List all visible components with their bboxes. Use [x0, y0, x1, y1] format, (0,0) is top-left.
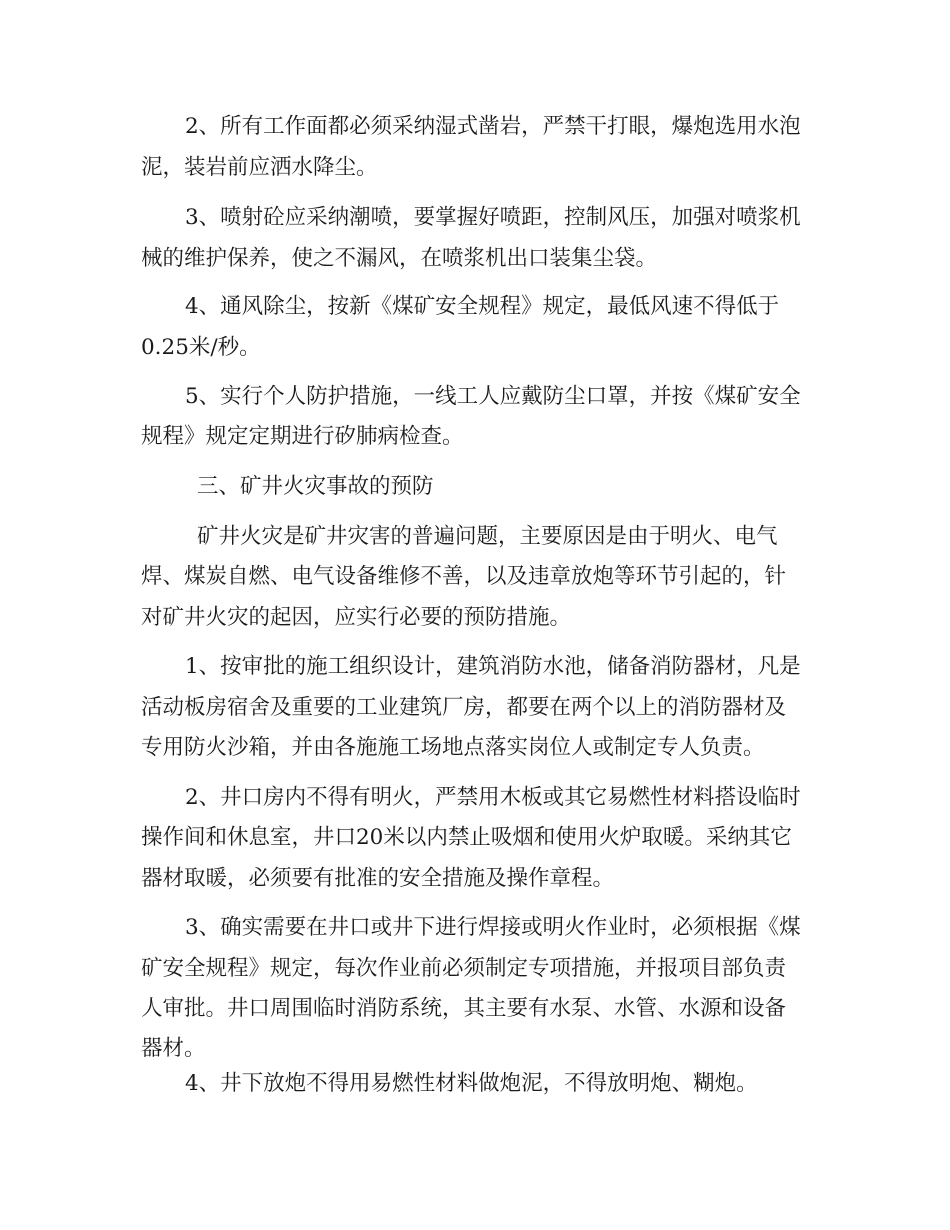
- paragraph-line: 0.25米/秒。: [141, 335, 261, 360]
- paragraph-line: 3、确实需要在井口或井下进行焊接或明火作业时，必须根据《煤: [185, 915, 801, 940]
- paragraph-line: 1、按审批的施工组织设计，建筑消防水池，储备消防器材，凡是: [185, 654, 801, 679]
- paragraph-line: 活动板房宿舍及重要的工业建筑厂房，都要在两个以上的消防器材及: [141, 695, 787, 720]
- paragraph-line: 4、井下放炮不得用易燃性材料做炮泥，不得放明炮、糊炮。: [185, 1071, 758, 1096]
- paragraph-line: 对矿井火灾的起因，应实行必要的预防措施。: [141, 605, 572, 630]
- paragraph-line: 5、实行个人防护措施，一线工人应戴防尘口罩，并按《煤矿安全: [185, 384, 801, 409]
- paragraph-line: 矿井火灾是矿井灾害的普遍问题，主要原因是由于明火、电气: [197, 524, 778, 549]
- paragraph-line: 焊、煤炭自燃、电气设备维修不善，以及违章放炮等环节引起的，针: [141, 564, 787, 589]
- paragraph-line: 操作间和休息室，井口20米以内禁止吸烟和使用火炉取暖。采纳其它: [141, 825, 792, 850]
- paragraph-line: 3、喷射砼应采纳潮喷，要掌握好喷距，控制风压，加强对喷浆机: [185, 205, 801, 230]
- paragraph-line: 矿安全规程》规定，每次作业前必须制定专项措施，并报项目部负责: [141, 956, 787, 981]
- paragraph-line: 器材取暖，必须要有批准的安全措施及操作章程。: [141, 866, 615, 891]
- section-heading: 三、矿井火灾事故的预防: [197, 474, 434, 499]
- paragraph-line: 规程》规定定期进行矽肺病检查。: [141, 424, 464, 449]
- paragraph-line: 2、井口房内不得有明火，严禁用木板或其它易燃性材料搭设临时: [185, 785, 801, 810]
- paragraph-line: 4、通风除尘，按新《煤矿安全规程》规定，最低风速不得低于: [185, 294, 780, 319]
- paragraph-line: 专用防火沙箱，并由各施施工场地点落实岗位人或制定专人负责。: [141, 735, 765, 760]
- paragraph-line: 械的维护保养，使之不漏风，在喷浆机出口装集尘袋。: [141, 246, 658, 271]
- paragraph-line: 器材。: [141, 1036, 206, 1061]
- paragraph-line: 2、所有工作面都必须采纳湿式凿岩，严禁干打眼，爆炮选用水泡: [185, 114, 801, 139]
- paragraph-line: 泥，装岩前应洒水降尘。: [141, 155, 378, 180]
- paragraph-line: 人审批。井口周围临时消防系统，其主要有水泵、水管、水源和设备: [141, 996, 787, 1021]
